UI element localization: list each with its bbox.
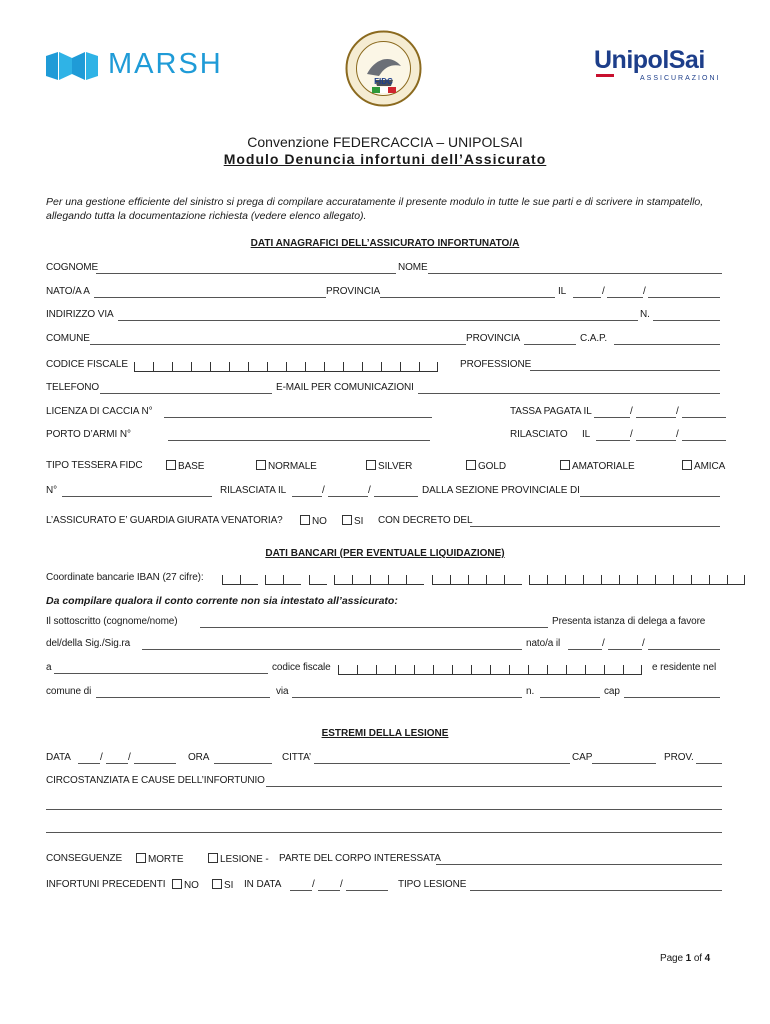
data-infortunio-giorno-field[interactable] xyxy=(78,763,100,764)
marsh-logo xyxy=(46,50,236,82)
checkbox-icon xyxy=(166,460,176,470)
data-infortunio-mese-field[interactable] xyxy=(106,763,128,764)
porto-armi-label: PORTO D’ARMI N° xyxy=(46,429,131,440)
checkbox-icon xyxy=(212,879,222,889)
section-bancari-title: DATI BANCARI (PER EVENTUALE LIQUIDAZIONE) xyxy=(265,548,505,559)
page-indicator: Page 1 of 4 xyxy=(660,953,711,964)
document-title: Convenzione FEDERCACCIA – UNIPOLSAI xyxy=(247,134,523,150)
data-infortunio-label: DATA xyxy=(46,752,71,763)
checkbox-icon xyxy=(682,460,692,470)
guardia-si-checkbox[interactable]: SI xyxy=(342,515,363,527)
checkbox-icon xyxy=(466,460,476,470)
tessera-amatoriale-checkbox[interactable]: AMATORIALE xyxy=(560,460,635,472)
residente-label: e residente nel xyxy=(652,662,717,673)
tassa-anno-field[interactable] xyxy=(682,417,726,418)
licenza-field[interactable] xyxy=(164,417,432,418)
sottoscritto-field[interactable] xyxy=(200,627,548,628)
delegato-luogo-label: a xyxy=(46,662,52,673)
comune-residenza-field[interactable] xyxy=(96,697,270,698)
unipolsai-wordmark: UnipolSai xyxy=(594,46,705,74)
marsh-wordmark: MARSH xyxy=(108,48,223,80)
circostanze-field-2[interactable] xyxy=(46,809,722,810)
provincia-field[interactable] xyxy=(380,297,555,298)
decreto-label: CON DECRETO DEL xyxy=(378,515,473,526)
document-subtitle: Modulo Denuncia infortuni dell’Assicurato xyxy=(223,151,547,167)
intro-paragraph: Per una gestione efficiente del sinistro si prega di compilare accuratamente il presente modulo in tutte le sue parti e di scrivere in stampatello, allegando tutta la documentazione richiesta (vedere elenco allegato). xyxy=(46,196,704,222)
tipo-lesione-label: TIPO LESIONE xyxy=(398,879,467,890)
precedenti-giorno-field[interactable] xyxy=(290,890,312,891)
civico-residenza-label: n. xyxy=(526,686,535,697)
via-residenza-label: via xyxy=(276,686,289,697)
delegato-nato-anno-field[interactable] xyxy=(648,649,720,650)
checkbox-icon xyxy=(172,879,182,889)
sezione-field[interactable] xyxy=(580,496,720,497)
iban-cells[interactable] xyxy=(222,572,745,582)
cap-infortunio-field[interactable] xyxy=(592,763,656,764)
codice-fiscale-cells[interactable] xyxy=(134,359,438,369)
prov-field[interactable] xyxy=(696,763,722,764)
checkbox-icon xyxy=(208,853,218,863)
professione-label: PROFESSIONE xyxy=(460,359,532,370)
nato-label: NATO/A A xyxy=(46,286,90,297)
sezione-label: DALLA SEZIONE PROVINCIALE DI xyxy=(422,485,580,496)
nascita-giorno-field[interactable] xyxy=(573,297,601,298)
comune-field[interactable] xyxy=(90,344,466,345)
checkbox-icon xyxy=(342,515,352,525)
nascita-anno-field[interactable] xyxy=(648,297,720,298)
delegato-label: del/della Sig./Sig.ra xyxy=(46,638,131,649)
rilasciato-giorno-field[interactable] xyxy=(596,440,630,441)
via-residenza-field[interactable] xyxy=(292,697,522,698)
checkbox-icon xyxy=(560,460,570,470)
rilasciato-il-label: IL xyxy=(582,429,591,440)
data-infortunio-anno-field[interactable] xyxy=(134,763,176,764)
civico-residenza-field[interactable] xyxy=(540,697,600,698)
precedenti-mese-field[interactable] xyxy=(318,890,340,891)
prov-label: PROV. xyxy=(664,752,694,763)
tipo-lesione-field[interactable] xyxy=(470,890,722,891)
civico-field[interactable] xyxy=(653,320,720,321)
civico-label: N. xyxy=(640,309,650,320)
comune-provincia-label: PROVINCIA xyxy=(466,333,521,344)
delegato-nato-giorno-field[interactable] xyxy=(568,649,602,650)
ora-field[interactable] xyxy=(214,763,272,764)
unipolsai-logo xyxy=(594,46,724,86)
telefono-label: TELEFONO xyxy=(46,382,100,393)
porto-armi-field[interactable] xyxy=(168,440,430,441)
cap-residenza-label: cap xyxy=(604,686,620,697)
nascita-il-label: IL xyxy=(558,286,567,297)
nascita-mese-field[interactable] xyxy=(607,297,643,298)
delega-note: Da compilare qualora il conto corrente non sia intestato all’assicurato: xyxy=(46,595,398,607)
email-field[interactable] xyxy=(418,393,720,394)
tessera-normale-checkbox[interactable]: NORMALE xyxy=(256,460,317,472)
checkbox-icon xyxy=(366,460,376,470)
precedenti-anno-field[interactable] xyxy=(346,890,388,891)
checkbox-icon xyxy=(300,515,310,525)
tessera-numero-field[interactable] xyxy=(62,496,212,497)
fidc-text: FIDC xyxy=(374,77,393,86)
tessera-gold-checkbox[interactable]: GOLD xyxy=(466,460,506,472)
email-label: E-MAIL PER COMUNICAZIONI xyxy=(276,382,414,393)
delegato-field[interactable] xyxy=(142,649,522,650)
checkbox-icon xyxy=(256,460,266,470)
conseguenze-label: CONSEGUENZE xyxy=(46,853,123,864)
rilasciata-mese-field[interactable] xyxy=(328,496,368,497)
nato-field[interactable] xyxy=(94,297,326,298)
rilasciato-anno-field[interactable] xyxy=(682,440,726,441)
delegato-luogo-field[interactable] xyxy=(54,673,268,674)
tessera-base-checkbox[interactable]: BASE xyxy=(166,460,204,472)
cap-infortunio-label: CAP xyxy=(572,752,593,763)
indirizzo-label: INDIRIZZO VIA xyxy=(46,309,114,320)
parte-corpo-field[interactable] xyxy=(436,864,722,865)
guardia-label: L’ASSICURATO E’ GUARDIA GIURATA VENATORIA? xyxy=(46,515,283,526)
licenza-label: LICENZA DI CACCIA N° xyxy=(46,406,153,417)
rilasciata-il-label: RILASCIATA IL xyxy=(220,485,287,496)
comune-provincia-field[interactable] xyxy=(524,344,576,345)
tassa-label: TASSA PAGATA IL xyxy=(510,406,592,417)
section-lesione-title: ESTREMI DELLA LESIONE xyxy=(321,728,449,739)
tessera-numero-label: N° xyxy=(46,485,58,496)
comune-label: COMUNE xyxy=(46,333,90,344)
tassa-giorno-field[interactable] xyxy=(594,417,630,418)
citta-label: CITTA’ xyxy=(282,752,312,763)
sottoscritto-label: Il sottoscritto (cognome/nome) xyxy=(46,616,178,627)
cap-label: C.A.P. xyxy=(580,333,608,344)
citta-field[interactable] xyxy=(314,763,570,764)
comune-residenza-label: comune di xyxy=(46,686,92,697)
unipolsai-subtitle: ASSICURAZIONI xyxy=(640,75,721,82)
cognome-label: COGNOME xyxy=(46,262,99,273)
circostanze-label: CIRCOSTANZIATA E CAUSE DELL’INFORTUNIO xyxy=(46,775,265,786)
in-data-label: IN DATA xyxy=(244,879,282,890)
decreto-field[interactable] xyxy=(470,526,720,527)
section-anagrafica-title: DATI ANAGRAFICI DELL’ASSICURATO INFORTUNATO/A xyxy=(250,238,520,249)
iban-label: Coordinate bancarie IBAN (27 cifre): xyxy=(46,572,204,583)
precedenti-si-checkbox[interactable]: SI xyxy=(212,879,233,891)
rilasciata-giorno-field[interactable] xyxy=(292,496,322,497)
tessera-amica-checkbox[interactable]: AMICA xyxy=(682,460,725,472)
federcaccia-seal xyxy=(345,30,422,107)
telefono-field[interactable] xyxy=(100,393,272,394)
cognome-field[interactable] xyxy=(96,273,396,274)
cap-field[interactable] xyxy=(614,344,720,345)
marsh-mark-icon xyxy=(46,52,98,80)
delegato-cf-label: codice fiscale xyxy=(272,662,331,673)
istanza-label: Presenta istanza di delega a favore xyxy=(552,616,706,627)
ora-label: ORA xyxy=(188,752,210,763)
indirizzo-field[interactable] xyxy=(118,320,638,321)
guardia-no-checkbox[interactable]: NO xyxy=(300,515,327,527)
rilasciato-label: RILASCIATO xyxy=(510,429,568,440)
nome-label: NOME xyxy=(398,262,428,273)
cap-residenza-field[interactable] xyxy=(624,697,720,698)
delegato-cf-cells[interactable] xyxy=(338,662,642,672)
precedenti-no-checkbox[interactable]: NO xyxy=(172,879,199,891)
codice-fiscale-label: CODICE FISCALE xyxy=(46,359,128,370)
lesione-checkbox[interactable]: LESIONE - xyxy=(208,853,269,865)
professione-field[interactable] xyxy=(530,370,720,371)
morte-checkbox[interactable]: MORTE xyxy=(136,853,183,865)
parte-corpo-label: PARTE DEL CORPO INTERESSATA xyxy=(279,853,441,864)
tessera-silver-checkbox[interactable]: SILVER xyxy=(366,460,412,472)
checkbox-icon xyxy=(136,853,146,863)
circostanze-field-3[interactable] xyxy=(46,832,722,833)
precedenti-label: INFORTUNI PRECEDENTI xyxy=(46,879,166,890)
nome-field[interactable] xyxy=(428,273,722,274)
delegato-nato-label: nato/a il xyxy=(526,638,561,649)
circostanze-field-1[interactable] xyxy=(266,786,722,787)
tassa-mese-field[interactable] xyxy=(636,417,676,418)
delegato-nato-mese-field[interactable] xyxy=(608,649,642,650)
provincia-label: PROVINCIA xyxy=(326,286,381,297)
tipo-tessera-label: TIPO TESSERA FIDC xyxy=(46,460,143,471)
rilasciato-mese-field[interactable] xyxy=(636,440,676,441)
rilasciata-anno-field[interactable] xyxy=(374,496,418,497)
